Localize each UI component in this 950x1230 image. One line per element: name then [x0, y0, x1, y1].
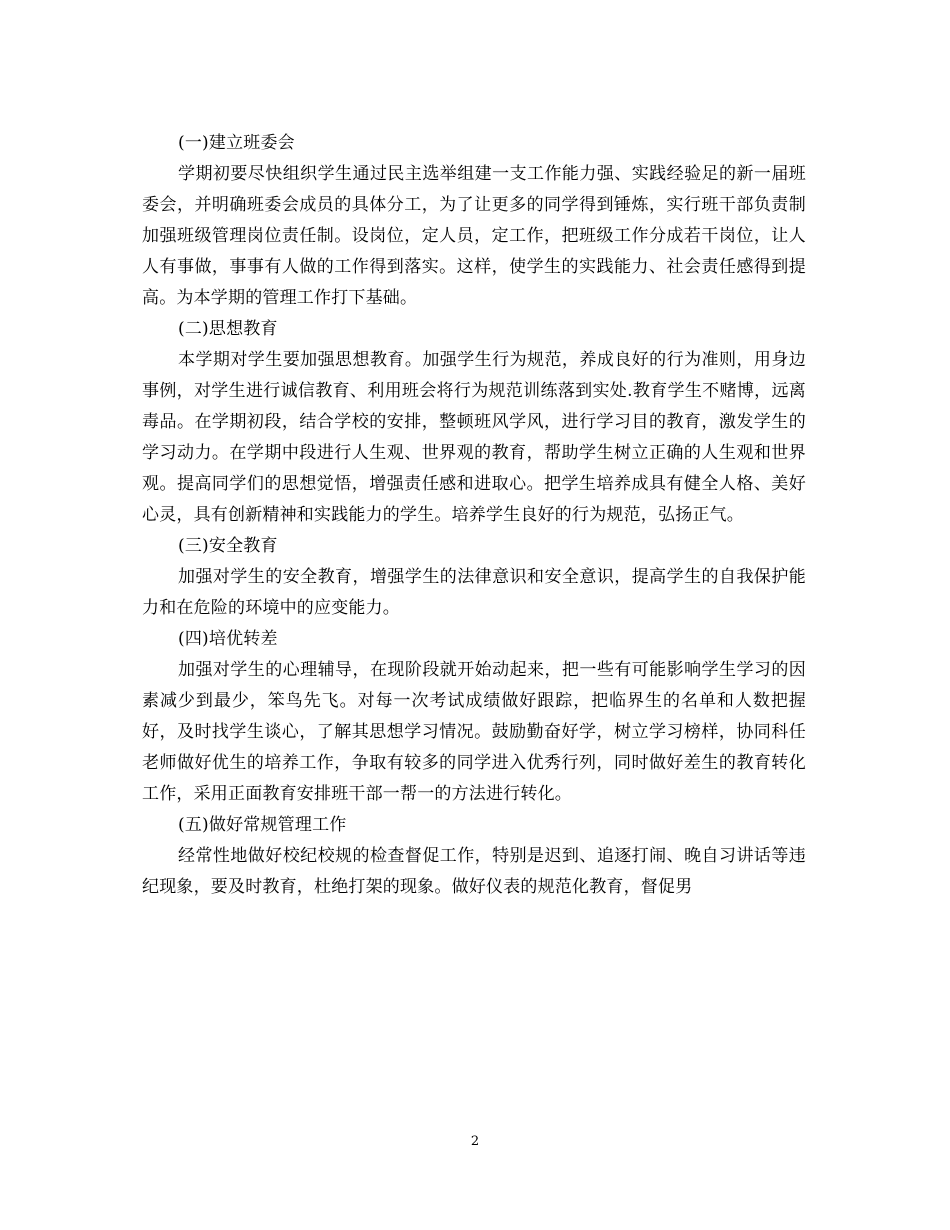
section-heading-5: (五)做好常规管理工作: [178, 815, 347, 835]
section-paragraph-2: 本学期对学生要加强思想教育。加强学生行为规范，养成良好的行为准则，用身边事例，对学生进行诚信教育、利用班会将行为规范训练落到实处.教育学生不赌博，远离毒品。在学期初段，结合学校的安排，整顿班风学风，进行学习目的教育，激发学生的学习动力。在学期中段进行人生观、世界观的教育，帮助学生树立正确的人生观和世界观。提高同学们的思想觉悟，增强责任感和进取心。把学生培养成具有健全人格、美好心灵，具有创新精神和实践能力的学生。培养学生良好的行为规范，弘扬正气。: [142, 350, 806, 525]
section-paragraph-3: 加强对学生的安全教育，增强学生的法律意识和安全意识，提高学生的自我保护能力和在危险的环境中的应变能力。: [142, 567, 806, 618]
section-heading-4: (四)培优转差: [178, 629, 278, 649]
page-number: 2: [470, 1134, 480, 1149]
section-heading-1: (一)建立班委会: [178, 133, 295, 153]
section-paragraph-1: 学期初要尽快组织学生通过民主选举组建一支工作能力强、实践经验足的新一届班委会，并明确班委会成员的具体分工，为了让更多的同学得到锤炼，实行班干部负责制加强班级管理岗位责任制。设岗位，定人员，定工作，把班级工作分成若干岗位，让人人有事做，事事有人做的工作得到落实。这样，使学生的实践能力、社会责任感得到提高。为本学期的管理工作打下基础。: [142, 164, 806, 308]
section-heading-3: (三)安全教育: [178, 536, 278, 556]
section-paragraph-5: 经常性地做好校纪校规的检查督促工作，特别是迟到、追逐打闹、晚自习讲话等违纪现象，要及时教育，杜绝打架的现象。做好仪表的规范化教育，督促男: [142, 846, 806, 897]
section-paragraph-4: 加强对学生的心理辅导，在现阶段就开始动起来，把一些有可能影响学生学习的因素减少到最少，笨鸟先飞。对每一次考试成绩做好跟踪，把临界生的名单和人数把握好，及时找学生谈心，了解其思想学习情况。鼓励勤奋好学，树立学习榜样，协同科任老师做好优生的培养工作，争取有较多的同学进入优秀行列，同时做好差生的教育转化工作，采用正面教育安排班干部一帮一的方法进行转化。: [142, 660, 806, 804]
section-heading-2: (二)思想教育: [178, 319, 278, 339]
document-body: [142, 128, 806, 903]
